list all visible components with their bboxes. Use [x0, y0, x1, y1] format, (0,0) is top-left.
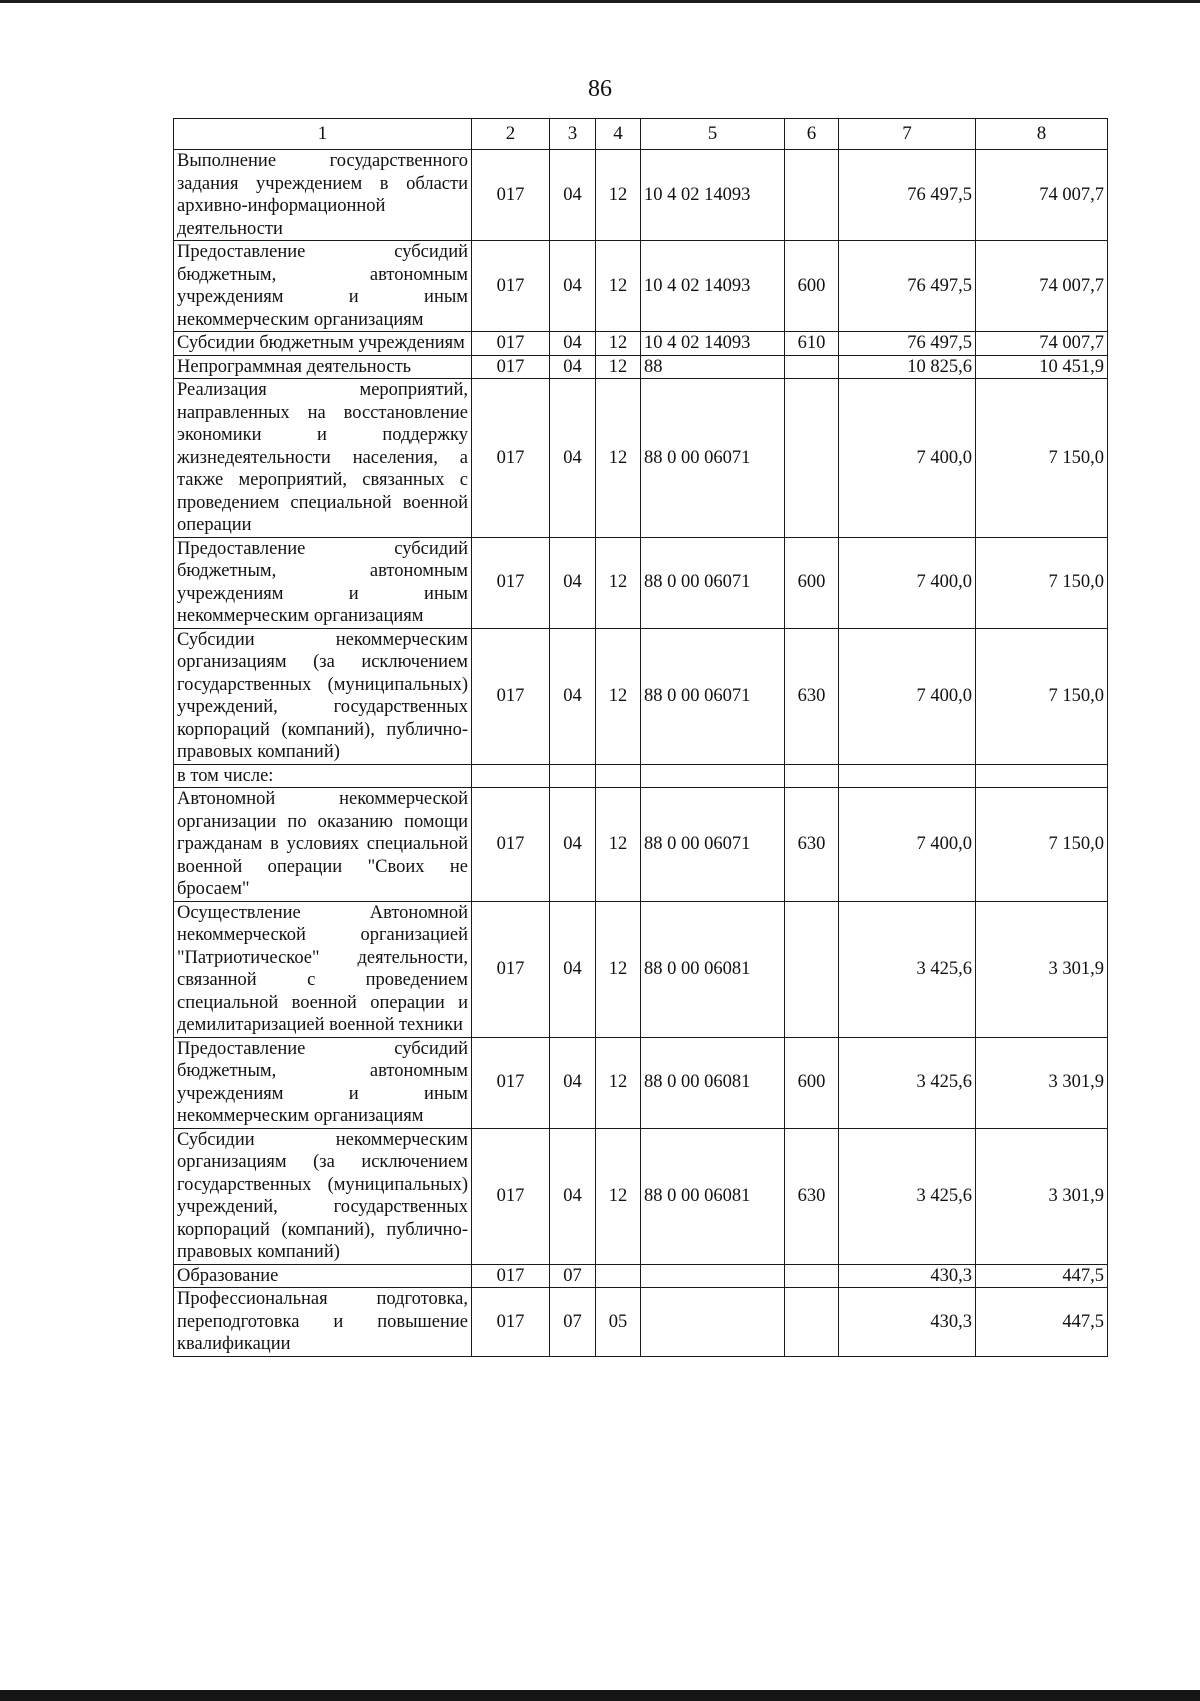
cell-name: Осуществление Автономной некоммерческой организацией "Патриотическое" деятельности, связанной с проведением специальной военной операции и демилитаризацией военной техники — [174, 901, 472, 1037]
cell-section: 07 — [550, 1264, 596, 1288]
cell-section — [550, 764, 596, 788]
cell-expense-type — [785, 355, 839, 379]
cell-expense-type — [785, 764, 839, 788]
table-row — [174, 1264, 1108, 1288]
cell-expense-type: 630 — [785, 788, 839, 902]
table-row — [174, 628, 1108, 764]
table-row — [174, 332, 1108, 356]
cell-name: Предоставление субсидий бюджетным, автономным учреждениям и иным некоммерческим организациям — [174, 241, 472, 332]
cell-ministry-code: 017 — [472, 537, 550, 628]
table-row — [174, 1128, 1108, 1264]
cell-section: 04 — [550, 537, 596, 628]
cell-expense-type — [785, 1264, 839, 1288]
cell-name: Предоставление субсидий бюджетным, автономным учреждениям и иным некоммерческим организациям — [174, 537, 472, 628]
cell-name: Выполнение государственного задания учреждением в области архивно-информационной деятельности — [174, 150, 472, 241]
column-header-5: 5 — [641, 119, 785, 150]
cell-target-article: 88 0 00 06081 — [641, 1037, 785, 1128]
cell-expense-type: 600 — [785, 537, 839, 628]
cell-name: Профессиональная подготовка, переподготовка и повышение квалификации — [174, 1288, 472, 1357]
cell-name: Предоставление субсидий бюджетным, автономным учреждениям и иным некоммерческим организациям — [174, 1037, 472, 1128]
cell-amount-col7: 76 497,5 — [839, 150, 976, 241]
cell-target-article — [641, 1288, 785, 1357]
cell-expense-type: 630 — [785, 628, 839, 764]
cell-target-article: 88 0 00 06081 — [641, 901, 785, 1037]
table-row — [174, 901, 1108, 1037]
table-row — [174, 788, 1108, 902]
cell-subsection: 12 — [596, 150, 641, 241]
cell-ministry-code: 017 — [472, 628, 550, 764]
cell-ministry-code: 017 — [472, 1288, 550, 1357]
cell-expense-type — [785, 1288, 839, 1357]
cell-target-article: 10 4 02 14093 — [641, 241, 785, 332]
cell-ministry-code: 017 — [472, 241, 550, 332]
cell-amount-col7: 7 400,0 — [839, 537, 976, 628]
cell-subsection: 05 — [596, 1288, 641, 1357]
cell-target-article: 10 4 02 14093 — [641, 332, 785, 356]
cell-amount-col7: 10 825,6 — [839, 355, 976, 379]
cell-amount-col8: 3 301,9 — [976, 1037, 1108, 1128]
cell-amount-col8: 74 007,7 — [976, 332, 1108, 356]
cell-name: Реализация мероприятий, направленных на восстановление экономики и поддержку жизнедеятельности населения, а также мероприятий, связанных с проведением специальной военной операции — [174, 379, 472, 538]
cell-amount-col7: 3 425,6 — [839, 1128, 976, 1264]
table-row — [174, 379, 1108, 538]
cell-ministry-code: 017 — [472, 355, 550, 379]
cell-amount-col7: 76 497,5 — [839, 241, 976, 332]
column-header-7: 7 — [839, 119, 976, 150]
cell-name: Субсидии бюджетным учреждениям — [174, 332, 472, 356]
cell-amount-col8: 447,5 — [976, 1264, 1108, 1288]
header-row — [174, 119, 1108, 150]
cell-subsection: 12 — [596, 241, 641, 332]
cell-name: Субсидии некоммерческим организациям (за исключением государственных (муниципальных) учреждений, государственных корпораций (компаний), публично-правовых компаний) — [174, 1128, 472, 1264]
cell-subsection: 12 — [596, 332, 641, 356]
cell-section: 04 — [550, 150, 596, 241]
cell-ministry-code: 017 — [472, 332, 550, 356]
cell-amount-col7: 430,3 — [839, 1264, 976, 1288]
column-header-4: 4 — [596, 119, 641, 150]
column-header-3: 3 — [550, 119, 596, 150]
cell-amount-col8: 7 150,0 — [976, 537, 1108, 628]
cell-name: в том числе: — [174, 764, 472, 788]
cell-subsection: 12 — [596, 1128, 641, 1264]
cell-subsection — [596, 764, 641, 788]
cell-amount-col7: 3 425,6 — [839, 901, 976, 1037]
cell-ministry-code: 017 — [472, 150, 550, 241]
cell-target-article: 10 4 02 14093 — [641, 150, 785, 241]
cell-name: Субсидии некоммерческим организациям (за исключением государственных (муниципальных) учреждений, государственных корпораций (компаний), публично-правовых компаний) — [174, 628, 472, 764]
cell-expense-type — [785, 901, 839, 1037]
cell-amount-col7: 430,3 — [839, 1288, 976, 1357]
cell-amount-col7: 76 497,5 — [839, 332, 976, 356]
cell-subsection: 12 — [596, 355, 641, 379]
cell-expense-type — [785, 150, 839, 241]
cell-amount-col8: 3 301,9 — [976, 1128, 1108, 1264]
budget-table — [173, 118, 1108, 1357]
table-row — [174, 1288, 1108, 1357]
cell-amount-col8: 7 150,0 — [976, 628, 1108, 764]
cell-target-article: 88 0 00 06081 — [641, 1128, 785, 1264]
cell-ministry-code: 017 — [472, 1264, 550, 1288]
cell-section: 04 — [550, 1128, 596, 1264]
column-header-1: 1 — [174, 119, 472, 150]
page-number: 86 — [588, 76, 612, 102]
cell-ministry-code — [472, 764, 550, 788]
table-row — [174, 355, 1108, 379]
cell-target-article — [641, 1264, 785, 1288]
cell-amount-col7 — [839, 764, 976, 788]
cell-section: 07 — [550, 1288, 596, 1357]
cell-amount-col7: 7 400,0 — [839, 379, 976, 538]
cell-amount-col8: 3 301,9 — [976, 901, 1108, 1037]
table-row — [174, 150, 1108, 241]
table-row — [174, 537, 1108, 628]
cell-amount-col8: 7 150,0 — [976, 379, 1108, 538]
cell-subsection: 12 — [596, 1037, 641, 1128]
cell-section: 04 — [550, 901, 596, 1037]
cell-section: 04 — [550, 332, 596, 356]
cell-expense-type: 610 — [785, 332, 839, 356]
cell-target-article: 88 — [641, 355, 785, 379]
cell-target-article: 88 0 00 06071 — [641, 537, 785, 628]
column-header-6: 6 — [785, 119, 839, 150]
column-header-8: 8 — [976, 119, 1108, 150]
cell-expense-type: 630 — [785, 1128, 839, 1264]
cell-subsection — [596, 1264, 641, 1288]
table-row — [174, 764, 1108, 788]
cell-section: 04 — [550, 241, 596, 332]
cell-section: 04 — [550, 628, 596, 764]
scan-edge-bottom — [0, 1690, 1200, 1701]
cell-section: 04 — [550, 1037, 596, 1128]
cell-section: 04 — [550, 355, 596, 379]
cell-target-article: 88 0 00 06071 — [641, 628, 785, 764]
cell-amount-col7: 3 425,6 — [839, 1037, 976, 1128]
cell-expense-type: 600 — [785, 1037, 839, 1128]
cell-amount-col8: 74 007,7 — [976, 241, 1108, 332]
cell-ministry-code: 017 — [472, 379, 550, 538]
cell-ministry-code: 017 — [472, 788, 550, 902]
cell-amount-col7: 7 400,0 — [839, 628, 976, 764]
cell-amount-col8 — [976, 764, 1108, 788]
scan-edge-top — [0, 0, 1200, 3]
cell-subsection: 12 — [596, 537, 641, 628]
cell-expense-type — [785, 379, 839, 538]
cell-amount-col8: 74 007,7 — [976, 150, 1108, 241]
cell-ministry-code: 017 — [472, 901, 550, 1037]
cell-subsection: 12 — [596, 628, 641, 764]
cell-amount-col8: 10 451,9 — [976, 355, 1108, 379]
cell-amount-col8: 447,5 — [976, 1288, 1108, 1357]
cell-subsection: 12 — [596, 901, 641, 1037]
cell-name: Непрограммная деятельность — [174, 355, 472, 379]
cell-target-article: 88 0 00 06071 — [641, 379, 785, 538]
cell-section: 04 — [550, 379, 596, 538]
cell-target-article — [641, 764, 785, 788]
cell-ministry-code: 017 — [472, 1128, 550, 1264]
cell-name: Автономной некоммерческой организации по оказанию помощи гражданам в условиях специальной военной операции "Своих не бросаем" — [174, 788, 472, 902]
cell-expense-type: 600 — [785, 241, 839, 332]
cell-amount-col8: 7 150,0 — [976, 788, 1108, 902]
column-header-2: 2 — [472, 119, 550, 150]
cell-target-article: 88 0 00 06071 — [641, 788, 785, 902]
cell-subsection: 12 — [596, 379, 641, 538]
cell-ministry-code: 017 — [472, 1037, 550, 1128]
cell-amount-col7: 7 400,0 — [839, 788, 976, 902]
cell-name: Образование — [174, 1264, 472, 1288]
table-row — [174, 241, 1108, 332]
table-body — [174, 150, 1108, 1357]
cell-section: 04 — [550, 788, 596, 902]
cell-subsection: 12 — [596, 788, 641, 902]
table-row — [174, 1037, 1108, 1128]
